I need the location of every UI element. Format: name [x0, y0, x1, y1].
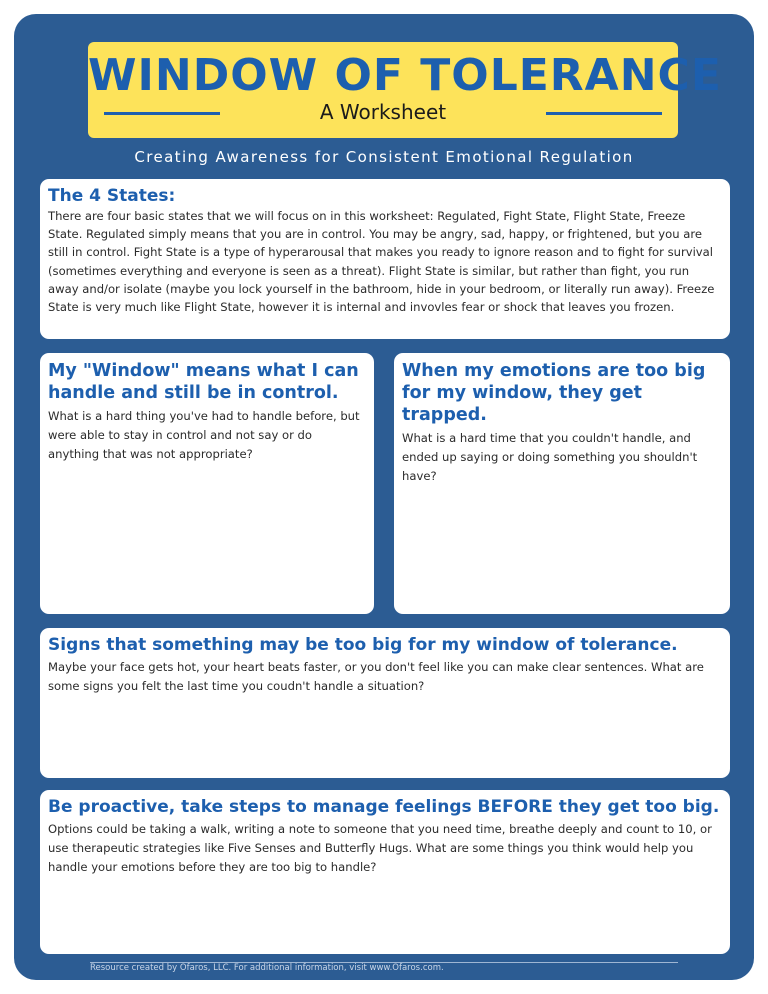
- tagline: Creating Awareness for Consistent Emotional Regulation: [134, 148, 634, 166]
- trapped-card[interactable]: [394, 353, 730, 614]
- signs-card[interactable]: [40, 628, 730, 778]
- title-banner: [88, 42, 722, 138]
- signs-prompt: Maybe your face gets hot, your heart beats faster, or you don't feel like you can make clear sentences. What are some signs you felt the last time you coudn't handle a situation?: [48, 660, 704, 693]
- states-card: [40, 179, 730, 339]
- proactive-prompt: Options could be taking a walk, writing a note to someone that you need time, breathe deeply and count to 10, or use therapeutic strategies like Five Senses and Butterfly Hugs. What are some things you think would help you handle your emotions before they are too big to handle?: [48, 822, 712, 874]
- window-heading: My "Window" means what I can handle and still be in control.: [48, 361, 359, 403]
- trapped-heading: When my emotions are too big for my window, they get trapped.: [402, 361, 706, 425]
- proactive-heading: Be proactive, take steps to manage feelings BEFORE they get too big.: [48, 797, 720, 817]
- title-divider-right: [546, 112, 662, 115]
- page-title: WINDOW OF TOLERANCE: [88, 50, 722, 101]
- signs-heading: Signs that something may be too big for my window of tolerance.: [48, 635, 678, 655]
- states-body: There are four basic states that we will focus on in this worksheet: Regulated, Fight State, Flight State, Freeze State. Regulated simply means that you are in control. You may be angry, sad, happy, or frightened, but you are still in control. Fight State is a type of hyperarousal that makes you ready to ignore reason and to fight for survival (sometimes everything and everyone is seen as a threat). Flight State is similar, but rather than fight, you run away and/or isolate (maybe you lock yourself in the bathroom, hide in your bedroom, or literally run away). Freeze State is very much like Flight State, however it is internal and invovles fear or shock that leaves you frozen.: [48, 209, 715, 315]
- footer-credit: Resource created by Ofaros, LLC. For additional information, visit www.Ofaros.com.: [90, 963, 444, 973]
- page-subtitle: A Worksheet: [319, 100, 447, 124]
- trapped-prompt: What is a hard time that you couldn't handle, and ended up saying or doing something you shouldn't have?: [402, 431, 698, 483]
- window-prompt: What is a hard thing you've had to handle before, but were able to stay in control and not say or do anything that was not appropriate?: [48, 409, 360, 461]
- states-heading: The 4 States:: [48, 186, 176, 206]
- proactive-card[interactable]: [40, 790, 730, 954]
- window-card[interactable]: [40, 353, 374, 614]
